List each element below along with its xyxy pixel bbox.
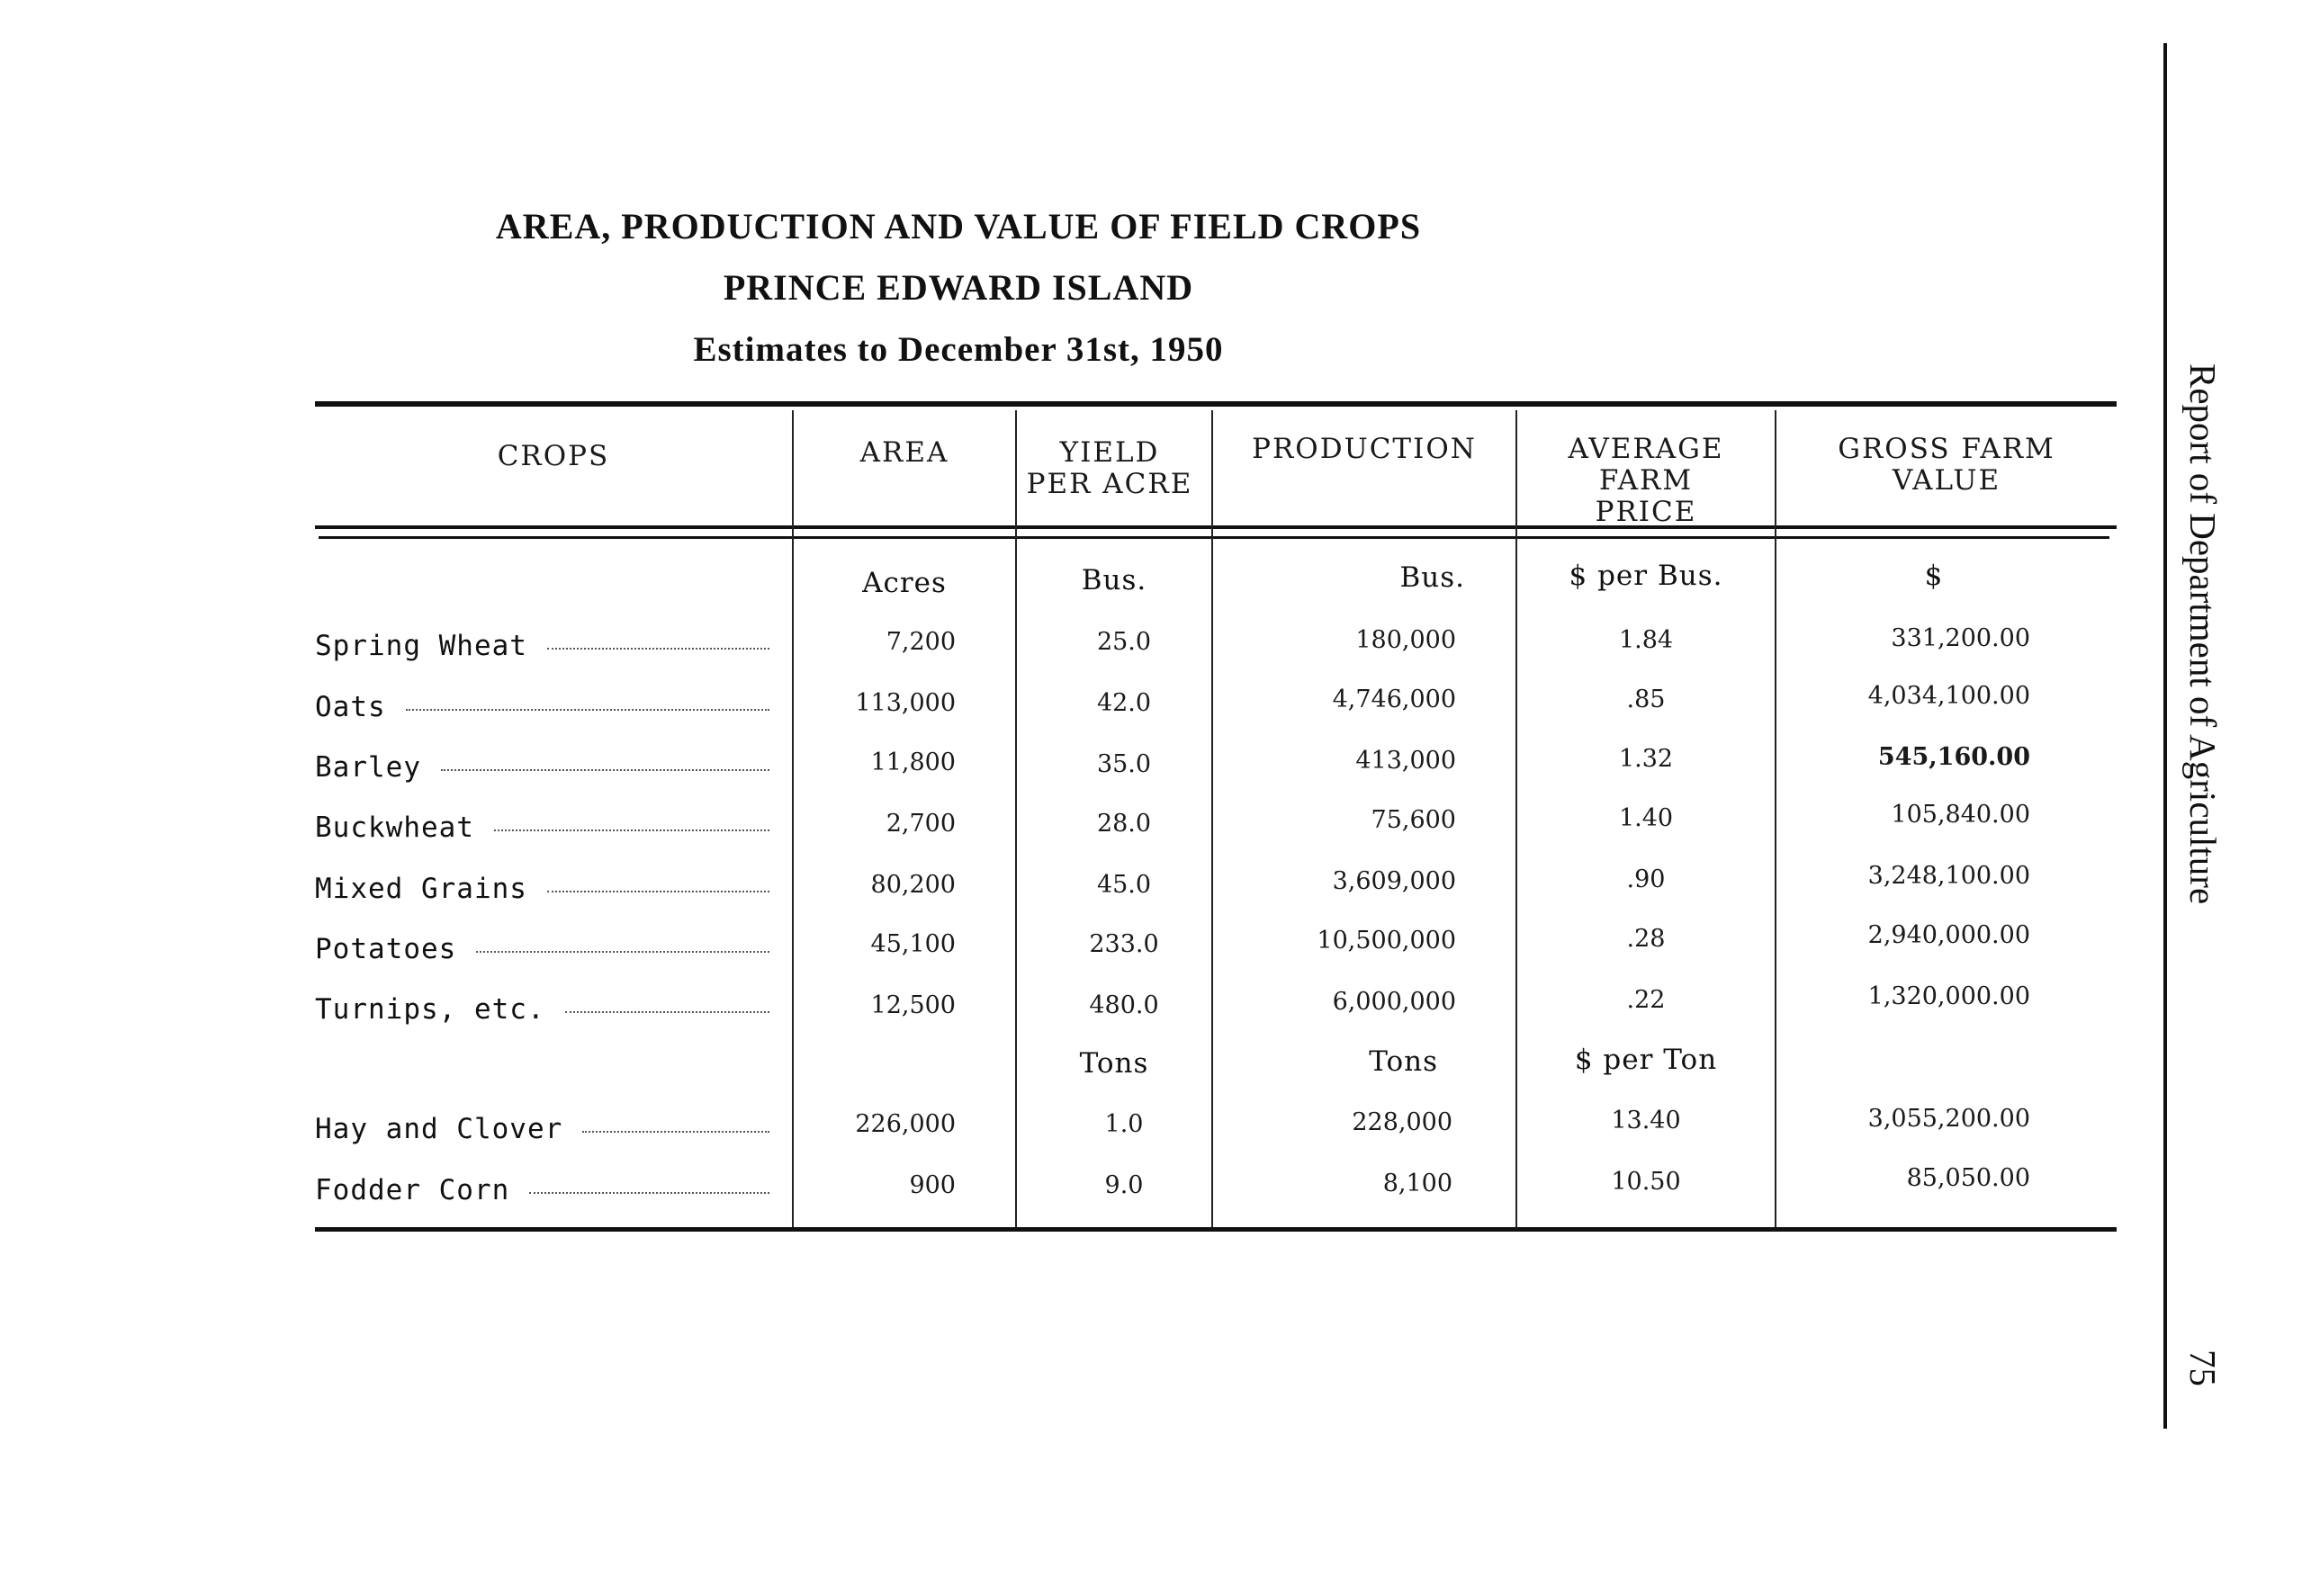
- production-value: 10,500,000: [1317, 927, 1456, 955]
- production-value: 180,000: [1355, 626, 1456, 654]
- unit-price: $ per Bus.: [1569, 560, 1723, 592]
- crop-name: Buckwheat: [315, 811, 769, 844]
- yield-value: 35.0: [1096, 750, 1152, 778]
- header-rule-lower: [319, 536, 2109, 539]
- unit-production: Bus.: [1399, 561, 1465, 594]
- unit-yield-tons: Tons: [1079, 1047, 1149, 1080]
- yield-value: 28.0: [1096, 810, 1152, 838]
- production-value: 413,000: [1355, 747, 1456, 775]
- yield-value: 233.0: [1089, 930, 1159, 958]
- unit-price-ton: $ per Ton: [1574, 1044, 1718, 1076]
- header-yield-line1: YIELD: [1059, 436, 1160, 469]
- gross-value: 4,034,100.00: [1867, 682, 2030, 710]
- header-area: AREA: [859, 436, 949, 469]
- yield-value: 45.0: [1096, 871, 1152, 899]
- page-number: 75: [2182, 1349, 2224, 1386]
- price-value: 10.50: [1611, 1168, 1681, 1196]
- gross-value: 3,248,100.00: [1867, 862, 2030, 890]
- header-yield: [1008, 437, 1211, 500]
- price-value: 1.84: [1618, 626, 1674, 654]
- production-value: 8,100: [1382, 1170, 1452, 1197]
- top-rule: [315, 401, 2117, 407]
- header-value-line2: VALUE: [1892, 464, 2001, 497]
- bottom-rule: [315, 1227, 2117, 1232]
- gross-value: 105,840.00: [1891, 801, 2030, 829]
- header-price-line1: AVERAGE: [1568, 433, 1724, 465]
- production-value: 75,600: [1371, 806, 1456, 834]
- gross-value: 3,055,200.00: [1867, 1105, 2030, 1133]
- margin-rule: [2163, 43, 2167, 1429]
- production-value: 228,000: [1352, 1108, 1452, 1136]
- price-value: 1.40: [1618, 804, 1674, 832]
- header-crops: CROPS: [497, 440, 610, 472]
- crop-name: Mixed Grains: [315, 873, 769, 905]
- crop-name: Fodder Corn: [315, 1174, 769, 1206]
- yield-value: 480.0: [1089, 991, 1159, 1019]
- area-value: 7,200: [886, 628, 956, 656]
- gross-value: 545,160.00: [1877, 743, 2030, 771]
- header-price-line3: PRICE: [1595, 496, 1697, 528]
- yield-value: 42.0: [1096, 689, 1152, 717]
- unit-yield: Bus.: [1081, 564, 1147, 596]
- crop-name: Hay and Clover: [315, 1113, 769, 1145]
- unit-production-tons: Tons: [1369, 1045, 1438, 1078]
- gross-value: 85,050.00: [1906, 1164, 2030, 1192]
- crop-name: Turnips, etc.: [315, 993, 769, 1026]
- production-value: 6,000,000: [1332, 988, 1456, 1016]
- gross-value: 1,320,000.00: [1867, 982, 2030, 1010]
- yield-value: 1.0: [1104, 1110, 1144, 1138]
- price-value: 13.40: [1611, 1107, 1681, 1134]
- header-production: PRODUCTION: [1252, 433, 1477, 465]
- area-value: 45,100: [870, 930, 956, 958]
- area-value: 226,000: [855, 1110, 956, 1138]
- yield-value: 25.0: [1096, 628, 1152, 656]
- header-price: [1517, 434, 1775, 528]
- table-title: AREA, PRODUCTION AND VALUE OF FIELD CROPS: [495, 206, 1422, 247]
- crop-name: Oats: [315, 691, 769, 723]
- unit-area: Acres: [862, 567, 947, 599]
- province-heading: PRINCE EDWARD ISLAND: [723, 267, 1194, 308]
- area-value: 900: [909, 1171, 956, 1199]
- area-value: 2,700: [886, 810, 956, 838]
- estimates-subtitle: Estimates to December 31st, 1950: [693, 330, 1224, 369]
- production-value: 3,609,000: [1332, 867, 1456, 895]
- crop-name: Barley: [315, 751, 769, 784]
- header-value: [1776, 434, 2117, 497]
- yield-value: 9.0: [1104, 1171, 1144, 1199]
- price-value: 1.32: [1618, 745, 1674, 773]
- header-price-line2: FARM: [1598, 464, 1694, 497]
- area-value: 12,500: [870, 991, 956, 1019]
- price-value: .90: [1626, 865, 1666, 893]
- production-value: 4,746,000: [1332, 686, 1456, 713]
- area-value: 11,800: [870, 749, 956, 776]
- price-value: .85: [1626, 686, 1666, 713]
- crop-name: Spring Wheat: [315, 630, 769, 662]
- header-rule: [315, 525, 2117, 529]
- area-value: 80,200: [870, 871, 956, 899]
- crop-name: Potatoes: [315, 933, 769, 965]
- price-value: .22: [1626, 986, 1666, 1014]
- column-divider: [1015, 410, 1017, 1227]
- price-value: .28: [1626, 925, 1666, 953]
- header-value-line1: GROSS FARM: [1838, 433, 2055, 465]
- header-yield-line2: PER ACRE: [1026, 468, 1193, 500]
- unit-value: $: [1924, 560, 1944, 592]
- running-header: Report of Department of Agriculture: [2182, 363, 2224, 905]
- gross-value: 2,940,000.00: [1867, 921, 2030, 949]
- area-value: 113,000: [855, 689, 956, 717]
- gross-value: 331,200.00: [1891, 624, 2030, 652]
